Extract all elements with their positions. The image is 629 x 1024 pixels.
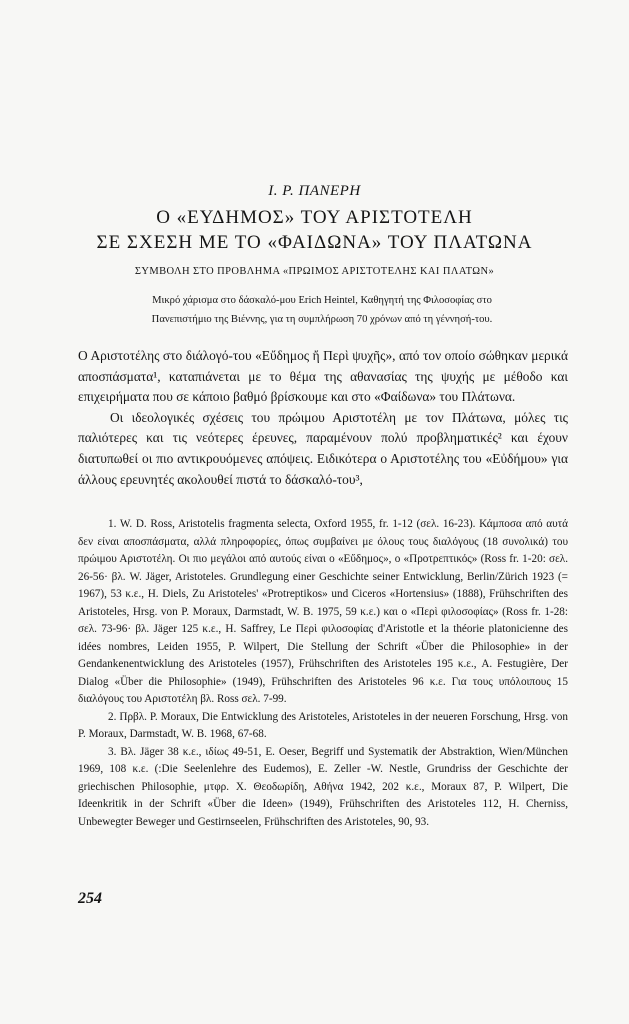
dedication-line-2: Πανεπιστήμιο της Βιέννης, για τη συμπλήρωση 70 χρόνων από τη γέννησή-του. bbox=[151, 314, 493, 325]
body-paragraph-2: Οι ιδεολογικές σχέσεις του πρώιμου Αριστοτέλη με τον Πλάτωνα, μόλες τις παλιότερες και τις νεότερες έρευνες, παραμένουν πολύ προβληματικές² και έχουν διατυπωθεί οι πιο αντικρουόμενες απόψεις. Ειδικότερα ο Αριστοτέλης του «Εὐδήμου» για άλλους ερευνητές ακολουθεί πιστά το δάσκαλό-του³, bbox=[78, 409, 568, 487]
article-title-line-1: Ο «ΕΥΔΗΜΟΣ» ΤΟΥ ΑΡΙΣΤΟΤΕΛΗ bbox=[156, 207, 473, 228]
dedication bbox=[96, 291, 548, 329]
article-title-line-2: ΣΕ ΣΧΕΣΗ ΜΕ ΤΟ «ΦΑΙΔΩΝΑ» ΤΟΥ ΠΛΑΤΩΝΑ bbox=[96, 232, 533, 253]
footnote-1: 1. W. D. Ross, Aristotelis fragmenta selecta, Oxford 1955, fr. 1-12 (σελ. 16-23). Κάμποσα από αυτά δεν είναι αποσπάσματα, αλλά πληροφορίες, όπως συμβαίνει με όλους τους διαλόγους (18 συνολικά) του πρώιμου Αριστοτέλη. Οι πιο μεγάλοι από αυτούς είναι ο «Εὔδημος», ο «Προτρεπτικός» (Ross fr. 1-20: σελ. 26-56· βλ. W. Jäger, Aristoteles. Grundlegung einer Geschichte seiner Entwicklung, Berlin/Zürich 1923 (= 1967), 53 κ.ε., H. Diels, Zu Aristoteles' «Protreptikos» und Ciceros «Hortensius» (1888), Frühschriften des Aristoteles, Hrsg. von P. Moraux, Darmstadt, W. B. 1975, 59 κ.ε.) και ο «Περὶ φιλοσοφίας» (Ross fr. 1-28: σελ. 73-96· βλ. Jäger 125 κ.ε., H. Saffrey, Le Περὶ φιλοσοφίας d'Aristotle et la théorie platonicienne des idées nombres, Leiden 1955, P. Wilpert, Die Stellung der Schrift «Über die Philosophie» in der Gendankenentwicklung des Aristoteles (1957), Frühschriften des Aristoteles 195 κ.ε., A. Festugière, Der Dialog «Über die Philosophie» (1949), Frühschriften des Aristoteles 96 κ.ε. Για τους υπόλοιπους 15 διαλόγους του Αριστοτέλη βλ. Ross σελ. 7-99. bbox=[78, 518, 568, 705]
author-name: I. P. ΠΑΝΕΡΗ bbox=[268, 183, 361, 199]
footnote-2: 2. Πρβλ. P. Moraux, Die Entwicklung des Aristoteles, Aristoteles in der neueren Forschung, Hrsg. von P. Moraux, Darmstadt, W. B. 1968, 67-68. bbox=[78, 710, 568, 740]
dedication-line-1: Μικρό χάρισμα στο δάσκαλό-μου Erich Heintel, Καθηγητή της Φιλοσοφίας στο bbox=[152, 295, 492, 306]
footnotes bbox=[78, 516, 568, 831]
article-subtitle: ΣΥΜΒΟΛΗ ΣΤΟ ΠΡΟΒΛΗΜΑ «ΠΡΩΙΜΟΣ ΑΡΙΣΤΟΤΕΛΗΣ ΚΑΙ ΠΛΑΤΩΝ» bbox=[134, 266, 495, 277]
body-paragraph-1: Ο Αριστοτέλης στο διάλογό-του «Εὔδημος ἤ Περὶ ψυχῆς», από τον οποίο σώθηκαν μερικά αποσπάσματα¹, καταπιάνεται με το θέμα της αθανασίας της ψυχής με μέθοδο και επιχειρήματα που σε κάποιο βαθμό βρίσκουμε και στο «Φαίδωνα» του Πλάτωνα. bbox=[78, 348, 568, 405]
footnote-3: 3. Βλ. Jäger 38 κ.ε., ιδίως 49-51, E. Oeser, Begriff und Systematik der Abstraktion, Wien/München 1969, 108 κ.ε. (:Die Seelenlehre des Eudemos), E. Zeller -W. Nestle, Grundriss der Geschichte der griechischen Philosophie, μτφρ. Χ. Θεοδωρίδη, Αθήνα 1942, 202 κ.ε., Moraux 87, P. Wilpert, Die Ideenkritik in der Schrift «Über die Ideen» (1949), Frühschriften des Aristoteles 112, H. Cherniss, Unbewegter Beweger und Gestirnseelen, Frühschriften des Aristoteles, 90, 93. bbox=[78, 745, 568, 828]
main-text bbox=[78, 346, 568, 490]
page-number: 254 bbox=[78, 890, 102, 907]
